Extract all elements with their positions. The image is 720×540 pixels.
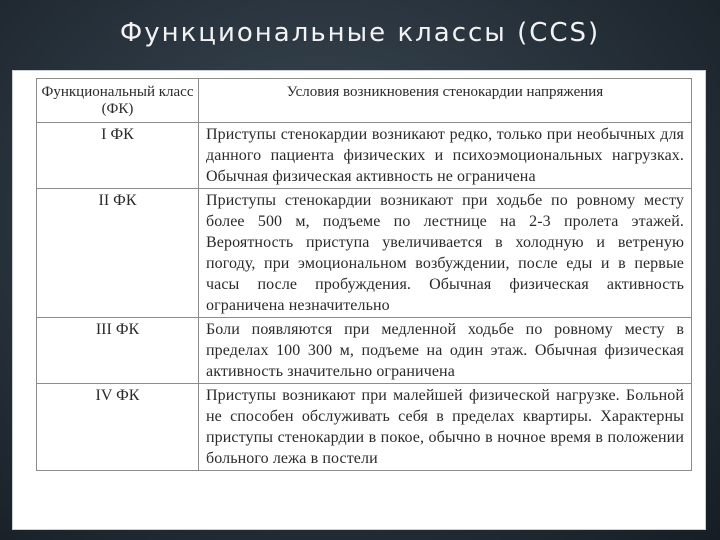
description-cell: Приступы возникают при малейшей физической нагрузке. Больной не способен обслуживать себя в пределах квартиры. Характерны приступы стенокардии в покое, обычно в ночное время в положении больного лежа в постели (199, 384, 692, 471)
table-row (37, 318, 692, 384)
table-header-row (37, 79, 692, 123)
description-cell: Приступы стенокардии возникают редко, только при необычных для данного пациента физических и психоэмоциональных нагрузках. Обычная физическая активность не ограничена (199, 123, 692, 189)
header-condition-column: Условия возникновения стенокардии напряжения (199, 79, 692, 123)
functional-class-table (36, 78, 692, 471)
description-cell: Боли появляются при медленной ходьбе по ровному месту в пределах 100 300 м, подъеме на один этаж. Обычная физическая активность значительно ограничена (199, 318, 692, 384)
class-cell: I ФК (37, 123, 199, 189)
table-row (37, 384, 692, 471)
description-cell: Приступы стенокардии возникают при ходьбе по ровному месту более 500 м, подъеме по лестнице на 2-3 пролета этажей. Вероятность приступа увеличивается в холодную и ветреную погоду, при эмоциональном возбуждении, после еды и в первые часы после пробуждения. Обычная физическая активность ограничена незначительно (199, 189, 692, 318)
slide-title: Функциональные классы (CCS) (119, 18, 601, 48)
table-row (37, 123, 692, 189)
class-cell: III ФК (37, 318, 199, 384)
table-row (37, 189, 692, 318)
content-frame (12, 70, 706, 530)
header-class-column: Функциональный класс (ФК) (37, 79, 199, 123)
class-cell: II ФК (37, 189, 199, 318)
class-cell: IV ФК (37, 384, 199, 471)
